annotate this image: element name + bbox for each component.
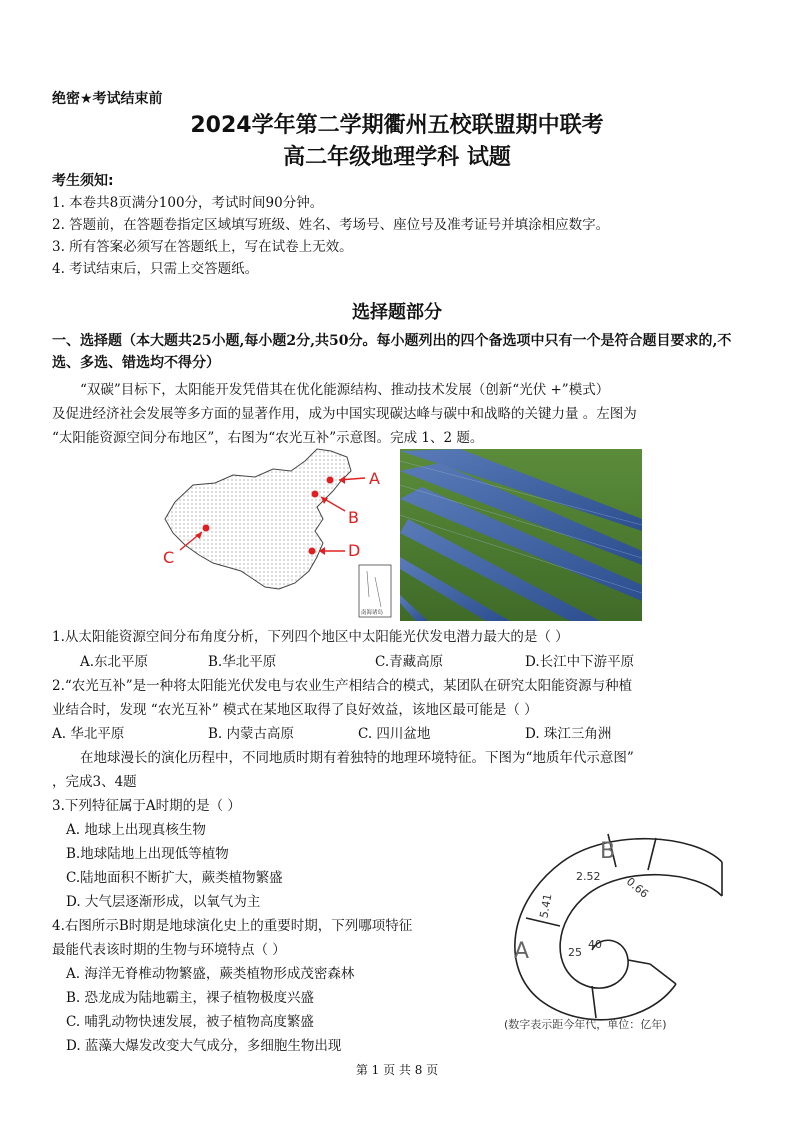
part-heading: 一、选择题（本大题共25小题,每小题2分,共50分。每小题列出的四个备选项中只有一个是符合题目要求的,不选、多选、错选均不得分）	[52, 333, 732, 371]
label-a: A	[369, 469, 380, 488]
notice-item: 4. 考试结束后，只需上交答题纸。	[52, 261, 259, 277]
intro2-line: ，完成3、4题	[52, 774, 137, 790]
china-solar-map	[155, 447, 395, 619]
page-footer: 第 1 页 共 8 页	[355, 1063, 439, 1077]
q2-stem: 业结合时，发现 “农光互补” 模式在某地区取得了良好效益，该地区最可能是（ ）	[52, 702, 538, 718]
q3-option-c: C.陆地面积不断扩大，蕨类植物繁盛	[66, 870, 283, 886]
q3-stem: 3.下列特征属于A时期的是（ ）	[52, 798, 241, 814]
q4-option-d: D. 蓝藻大爆发改变大气成分，多细胞生物出现	[66, 1038, 342, 1054]
zone-a-label: A	[514, 939, 530, 964]
q2-option-a: A. 华北平原	[52, 726, 125, 742]
point-b-marker	[312, 491, 319, 498]
q2-option-d: D. 珠江三角洲	[525, 726, 612, 742]
notice-item: 3. 所有答案必须写在答题纸上，写在试卷上无效。	[52, 239, 353, 255]
intro-line: 及促进经济社会发展等多方面的显著作用，成为中国实现碳达峰与碳中和战略的关键力量 。左图为	[52, 406, 637, 422]
point-a-marker	[327, 477, 334, 484]
number-25: 25	[568, 946, 582, 959]
inset-label: 南海诸岛	[361, 610, 384, 616]
q1-option-c: C.青藏高原	[375, 654, 444, 670]
q2-stem: 2.“农光互补”是一种将太阳能光伏发电与农业生产相结合的模式，某团队在研究太阳能资源与种植	[52, 678, 633, 694]
point-c-marker	[203, 525, 210, 532]
label-c: C	[163, 548, 175, 567]
q4-option-c: C. 哺乳动物快速发展，被子植物高度繁盛	[66, 1014, 314, 1030]
q1-option-a: A.东北平原	[80, 654, 149, 670]
number-40: 40	[588, 938, 602, 951]
number-0-66: 0.66	[623, 874, 651, 901]
intro-line: “双碳”目标下，太阳能开发凭借其在优化能源结构、推动技术发展（创新“光伏 +”模式）	[80, 382, 610, 398]
number-5-41: 5.41	[537, 892, 555, 920]
geologic-time-spiral	[488, 818, 744, 1036]
q4-option-a: A. 海洋无脊椎动物繁盛，蕨类植物形成茂密森林	[66, 966, 355, 982]
exam-title: 2024学年第二学期衢州五校联盟期中联考	[190, 113, 604, 138]
q3-option-d: D. 大气层逐渐形成，以氧气为主	[66, 894, 261, 910]
secret-label: 绝密★考试结束前	[52, 91, 163, 107]
notice-item: 1. 本卷共8页满分100分，考试时间90分钟。	[52, 195, 324, 211]
label-b: B	[348, 508, 359, 527]
q4-stem: 最能代表该时期的生物与环境特点（ ）	[52, 942, 286, 958]
china-outline	[165, 449, 351, 589]
q4-stem: 4.右图所示B时期是地球演化史上的重要时期，下列哪项特征	[52, 918, 413, 934]
q1-stem: 1.从太阳能资源空间分布角度分析，下列四个地区中太阳能光伏发电潜力最大的是（ ）	[52, 629, 569, 645]
intro-line: “太阳能资源空间分布地区”，右图为“农光互补”示意图。完成 1、2 题。	[52, 430, 484, 446]
notice-item: 2. 答题前，在答题卷指定区域填写班级、姓名、考场号、座位号及准考证号并填涂相应数字。	[52, 217, 610, 233]
q3-option-b: B.地球陆地上出现低等植物	[66, 846, 229, 862]
boundary-0-66	[648, 838, 656, 870]
q1-option-b: B.华北平原	[208, 654, 277, 670]
section-title: 选择题部分	[352, 302, 442, 323]
q4-option-b: B. 恐龙成为陆地霸主，裸子植物极度兴盛	[66, 990, 315, 1006]
label-d: D	[348, 541, 361, 560]
q1-option-d: D.长江中下游平原	[525, 654, 635, 670]
notice-heading: 考生须知:	[52, 173, 114, 189]
solar-farm-photo	[400, 449, 642, 621]
number-2-52: 2.52	[576, 870, 601, 883]
boundary-5-41	[526, 918, 560, 926]
exam-subtitle: 高二年级地理学科 试题	[283, 145, 511, 170]
zone-b-label: B	[600, 839, 616, 864]
q2-option-c: C. 四川盆地	[358, 726, 431, 742]
intro2-line: 在地球漫长的演化历程中，不同地质时期有着独特的地理环境特征。下图为“地质年代示意图”	[80, 750, 634, 766]
q3-option-a: A. 地球上出现真核生物	[66, 822, 206, 838]
boundary-25	[592, 986, 596, 1018]
q2-option-b: B. 内蒙古高原	[208, 726, 295, 742]
point-d-marker	[309, 548, 316, 555]
diagram-caption: (数字表示距今年代，单位：亿年)	[504, 1018, 667, 1031]
